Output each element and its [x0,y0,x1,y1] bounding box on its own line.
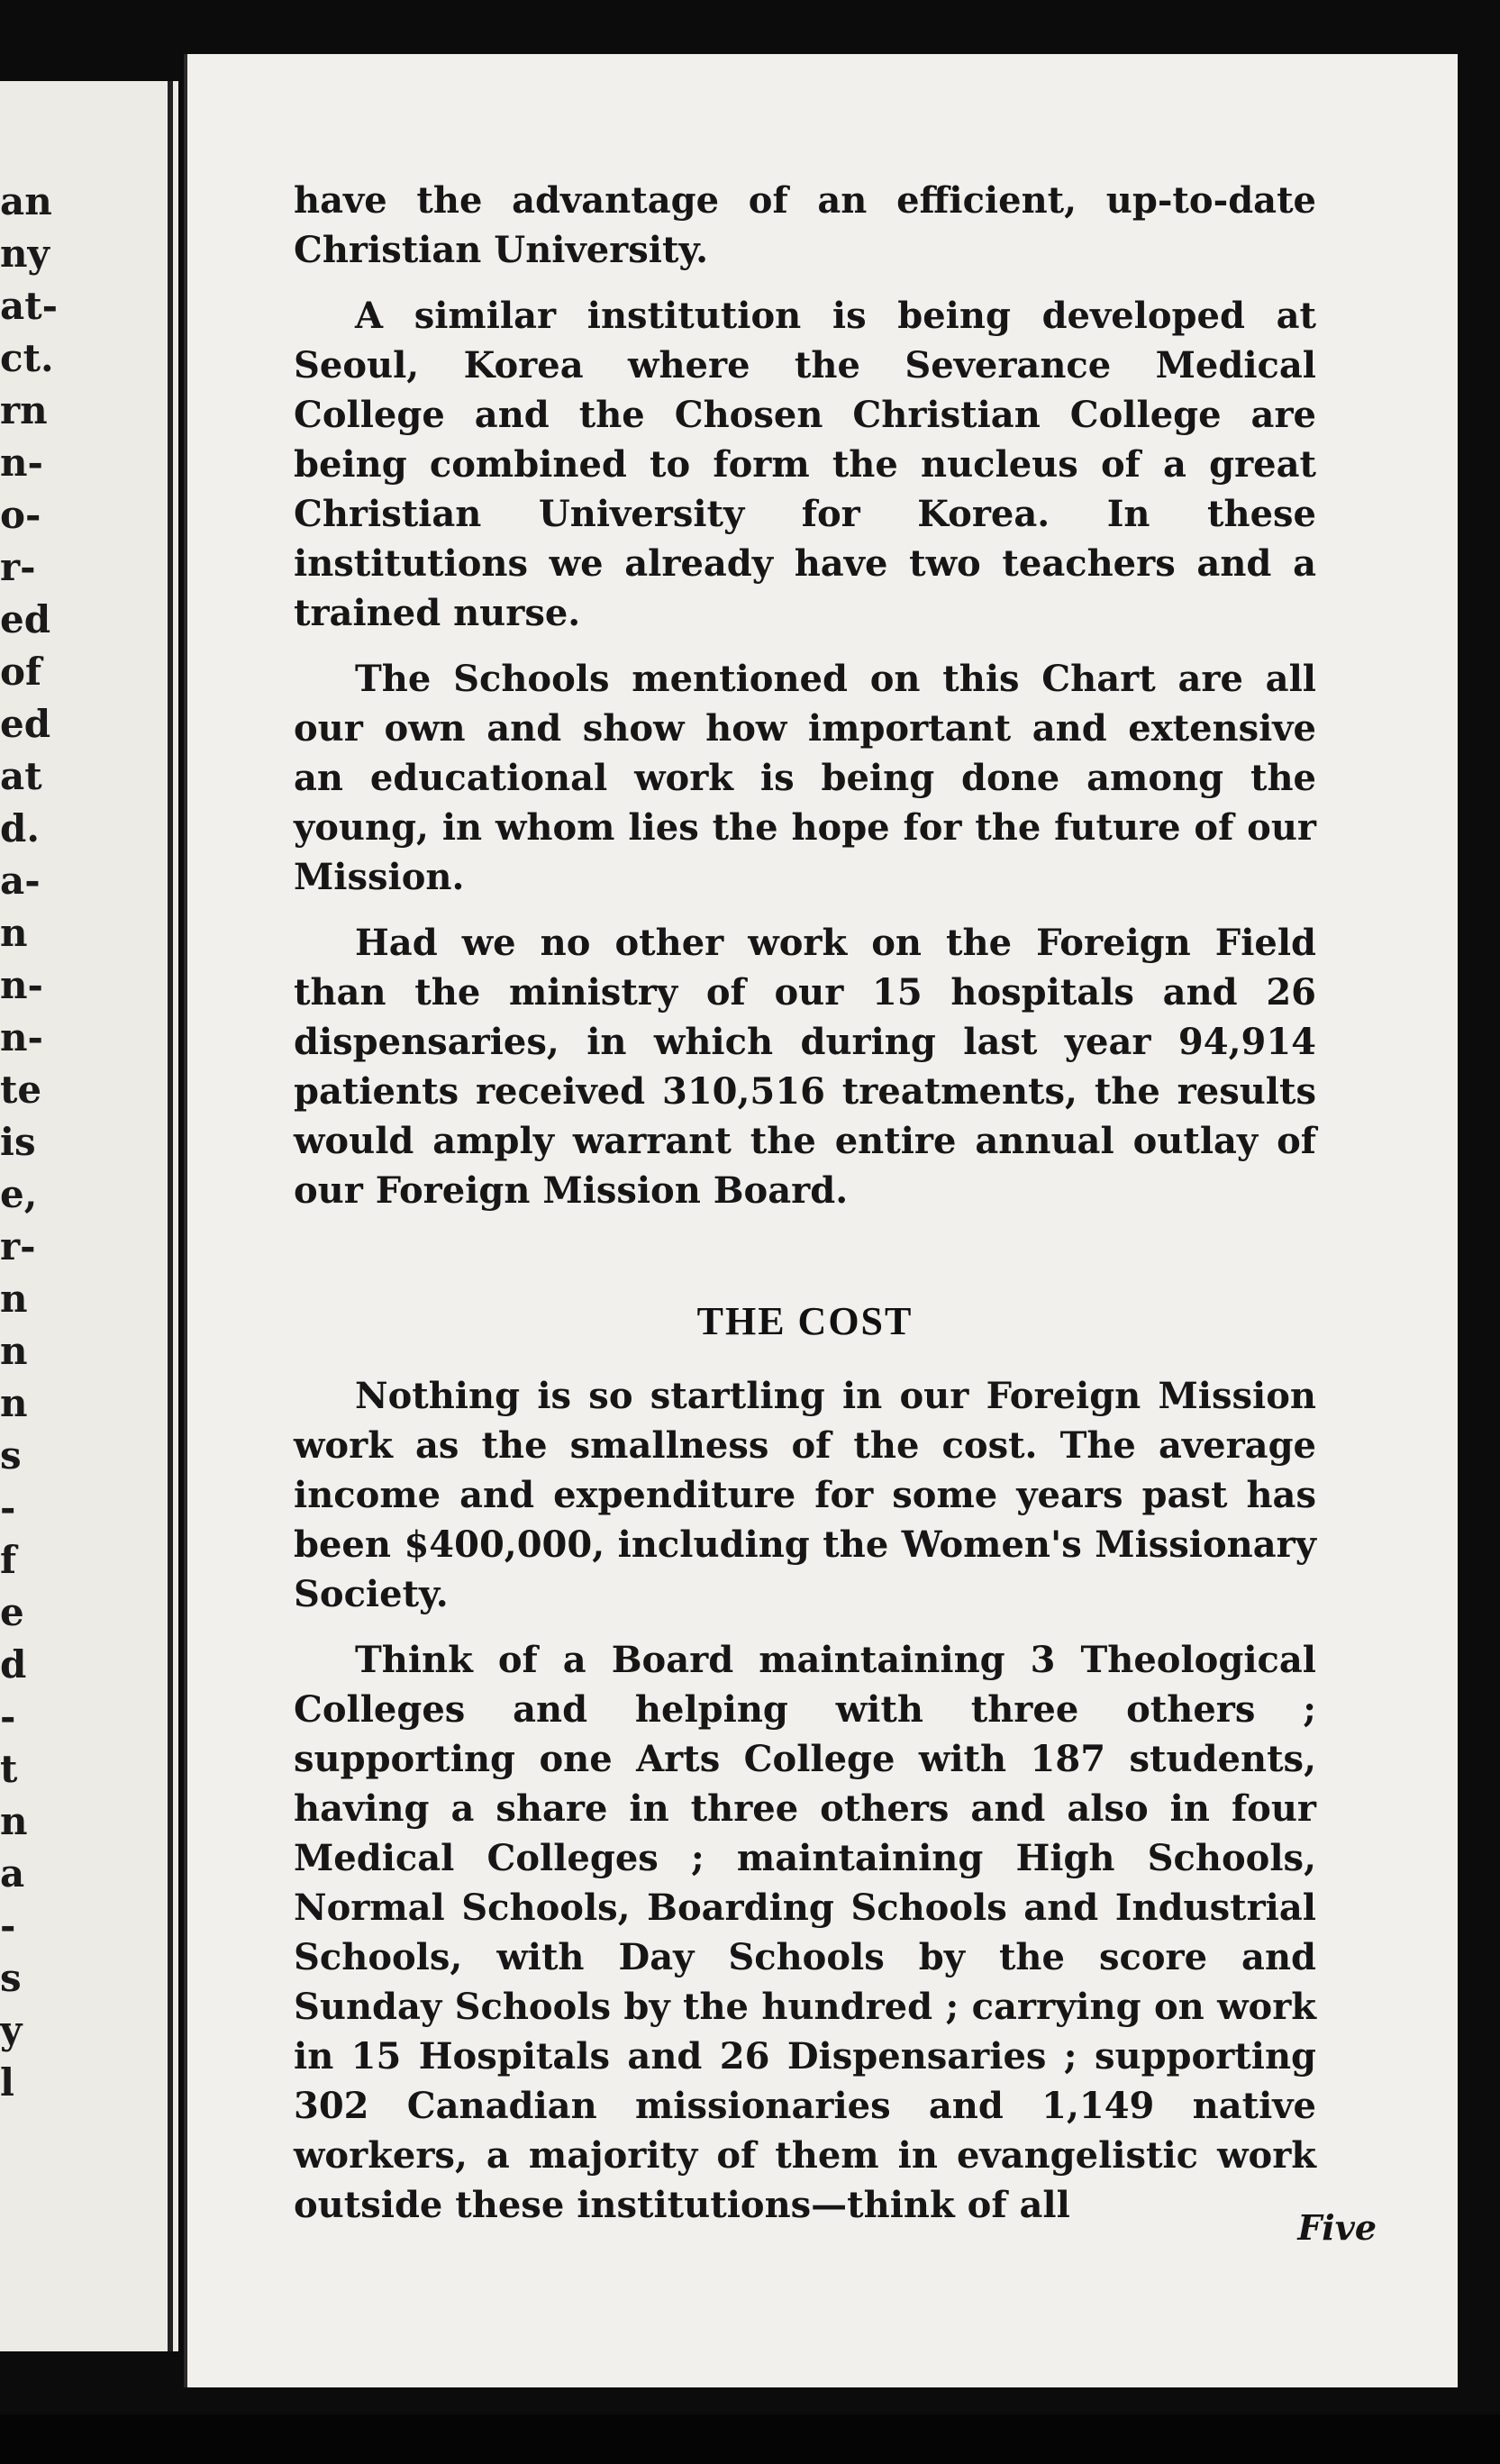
left-fragment: ct. [0,336,54,380]
left-fragment: d. [0,806,40,850]
left-fragment: n [0,911,28,955]
left-fragment: n [0,1799,28,1843]
left-fragment: of [0,650,42,694]
body-text-column [294,176,1316,2246]
left-fragment: n [0,1381,28,1425]
left-fragment: d [0,1642,27,1687]
left-fragment: an [0,179,52,223]
left-fragment: t [0,1747,18,1791]
paragraph-university: have the advantage of an efficient, up-to-date Christian University. [294,179,1316,271]
left-fragment: ed [0,702,51,746]
left-fragment: ed [0,597,51,641]
left-fragment: ny [0,232,50,276]
left-fragment: s [0,1433,22,1477]
left-fragment: n- [0,1015,43,1059]
left-fragment: y [0,2008,23,2052]
left-fragment: - [0,1486,16,1530]
left-fragment: e, [0,1172,38,1216]
left-fragment: r- [0,545,36,589]
left-fragment: rn [0,388,48,432]
paragraph-seoul: A similar institution is being developed at Seoul, Korea where the Severance Medical College and the Chosen Christian College are being combined to form the nucleus of a great Christian University for Korea. In these institutions we already have two teachers and a trained nurse. [294,295,1316,634]
right-page [184,54,1458,2387]
left-fragment: a [0,1851,25,1896]
left-page-edge [0,81,178,2351]
left-fragment: at [0,754,42,798]
left-fragment: - [0,1904,16,1948]
left-fragment: - [0,1695,16,1739]
left-fragment: at- [0,284,59,328]
section-heading: THE COST [696,1299,914,1343]
paragraph-schools: The Schools mentioned on this Chart are all our own and show how important and extensive an educational work is being done among the young, in whom lies the hope for the future of our Mission. [294,658,1316,898]
left-fragment: a- [0,859,41,903]
left-fragment: e [0,1590,24,1634]
page-gutter-line [168,81,173,2351]
left-fragment: r- [0,1224,36,1268]
left-fragment: n- [0,963,43,1007]
paragraph-hospitals: Had we no other work on the Foreign Field than the ministry of our 15 hospitals and 26 dispensaries, in which during last year 94,914 patients received 310,516 treatments, the results would amply warrant the entire annual outlay of our Foreign Mission Board. [294,922,1316,1212]
left-fragment: s [0,1956,22,2000]
scan-bottom-border [0,2414,1500,2464]
left-fragment: f [0,1538,17,1582]
left-fragment: te [0,1068,42,1112]
left-page-text-fragments [0,176,167,2109]
left-fragment: l [0,2060,14,2105]
left-fragment: o- [0,493,41,537]
left-fragment: n [0,1277,28,1321]
paragraph-board: Think of a Board maintaining 3 Theological Colleges and helping with three others ; supporting one Arts College with 187 students, having a share in three others and also in four Medical Colleges ; maintaining High Schools, Normal Schools, Boarding Schools and Industrial Schools, with Day Schools by the score and Sunday Schools by the hundred ; carrying on work in 15 Hospitals and 26 Dispensaries ; supporting 302 Canadian missionaries and 1,149 native workers, a majority of them in evangelistic work outside these institutions—think of all [294,1639,1316,2226]
paragraph-cost: Nothing is so startling in our Foreign Mission work as the smallness of the cost. The average income and expenditure for some years past has been $400,000, including the Women's Missionary Society. [294,1375,1316,1615]
left-fragment: n [0,1329,28,1373]
page-number: Five [1297,2207,1377,2248]
left-fragment: n- [0,441,43,485]
left-fragment: is [0,1120,36,1164]
